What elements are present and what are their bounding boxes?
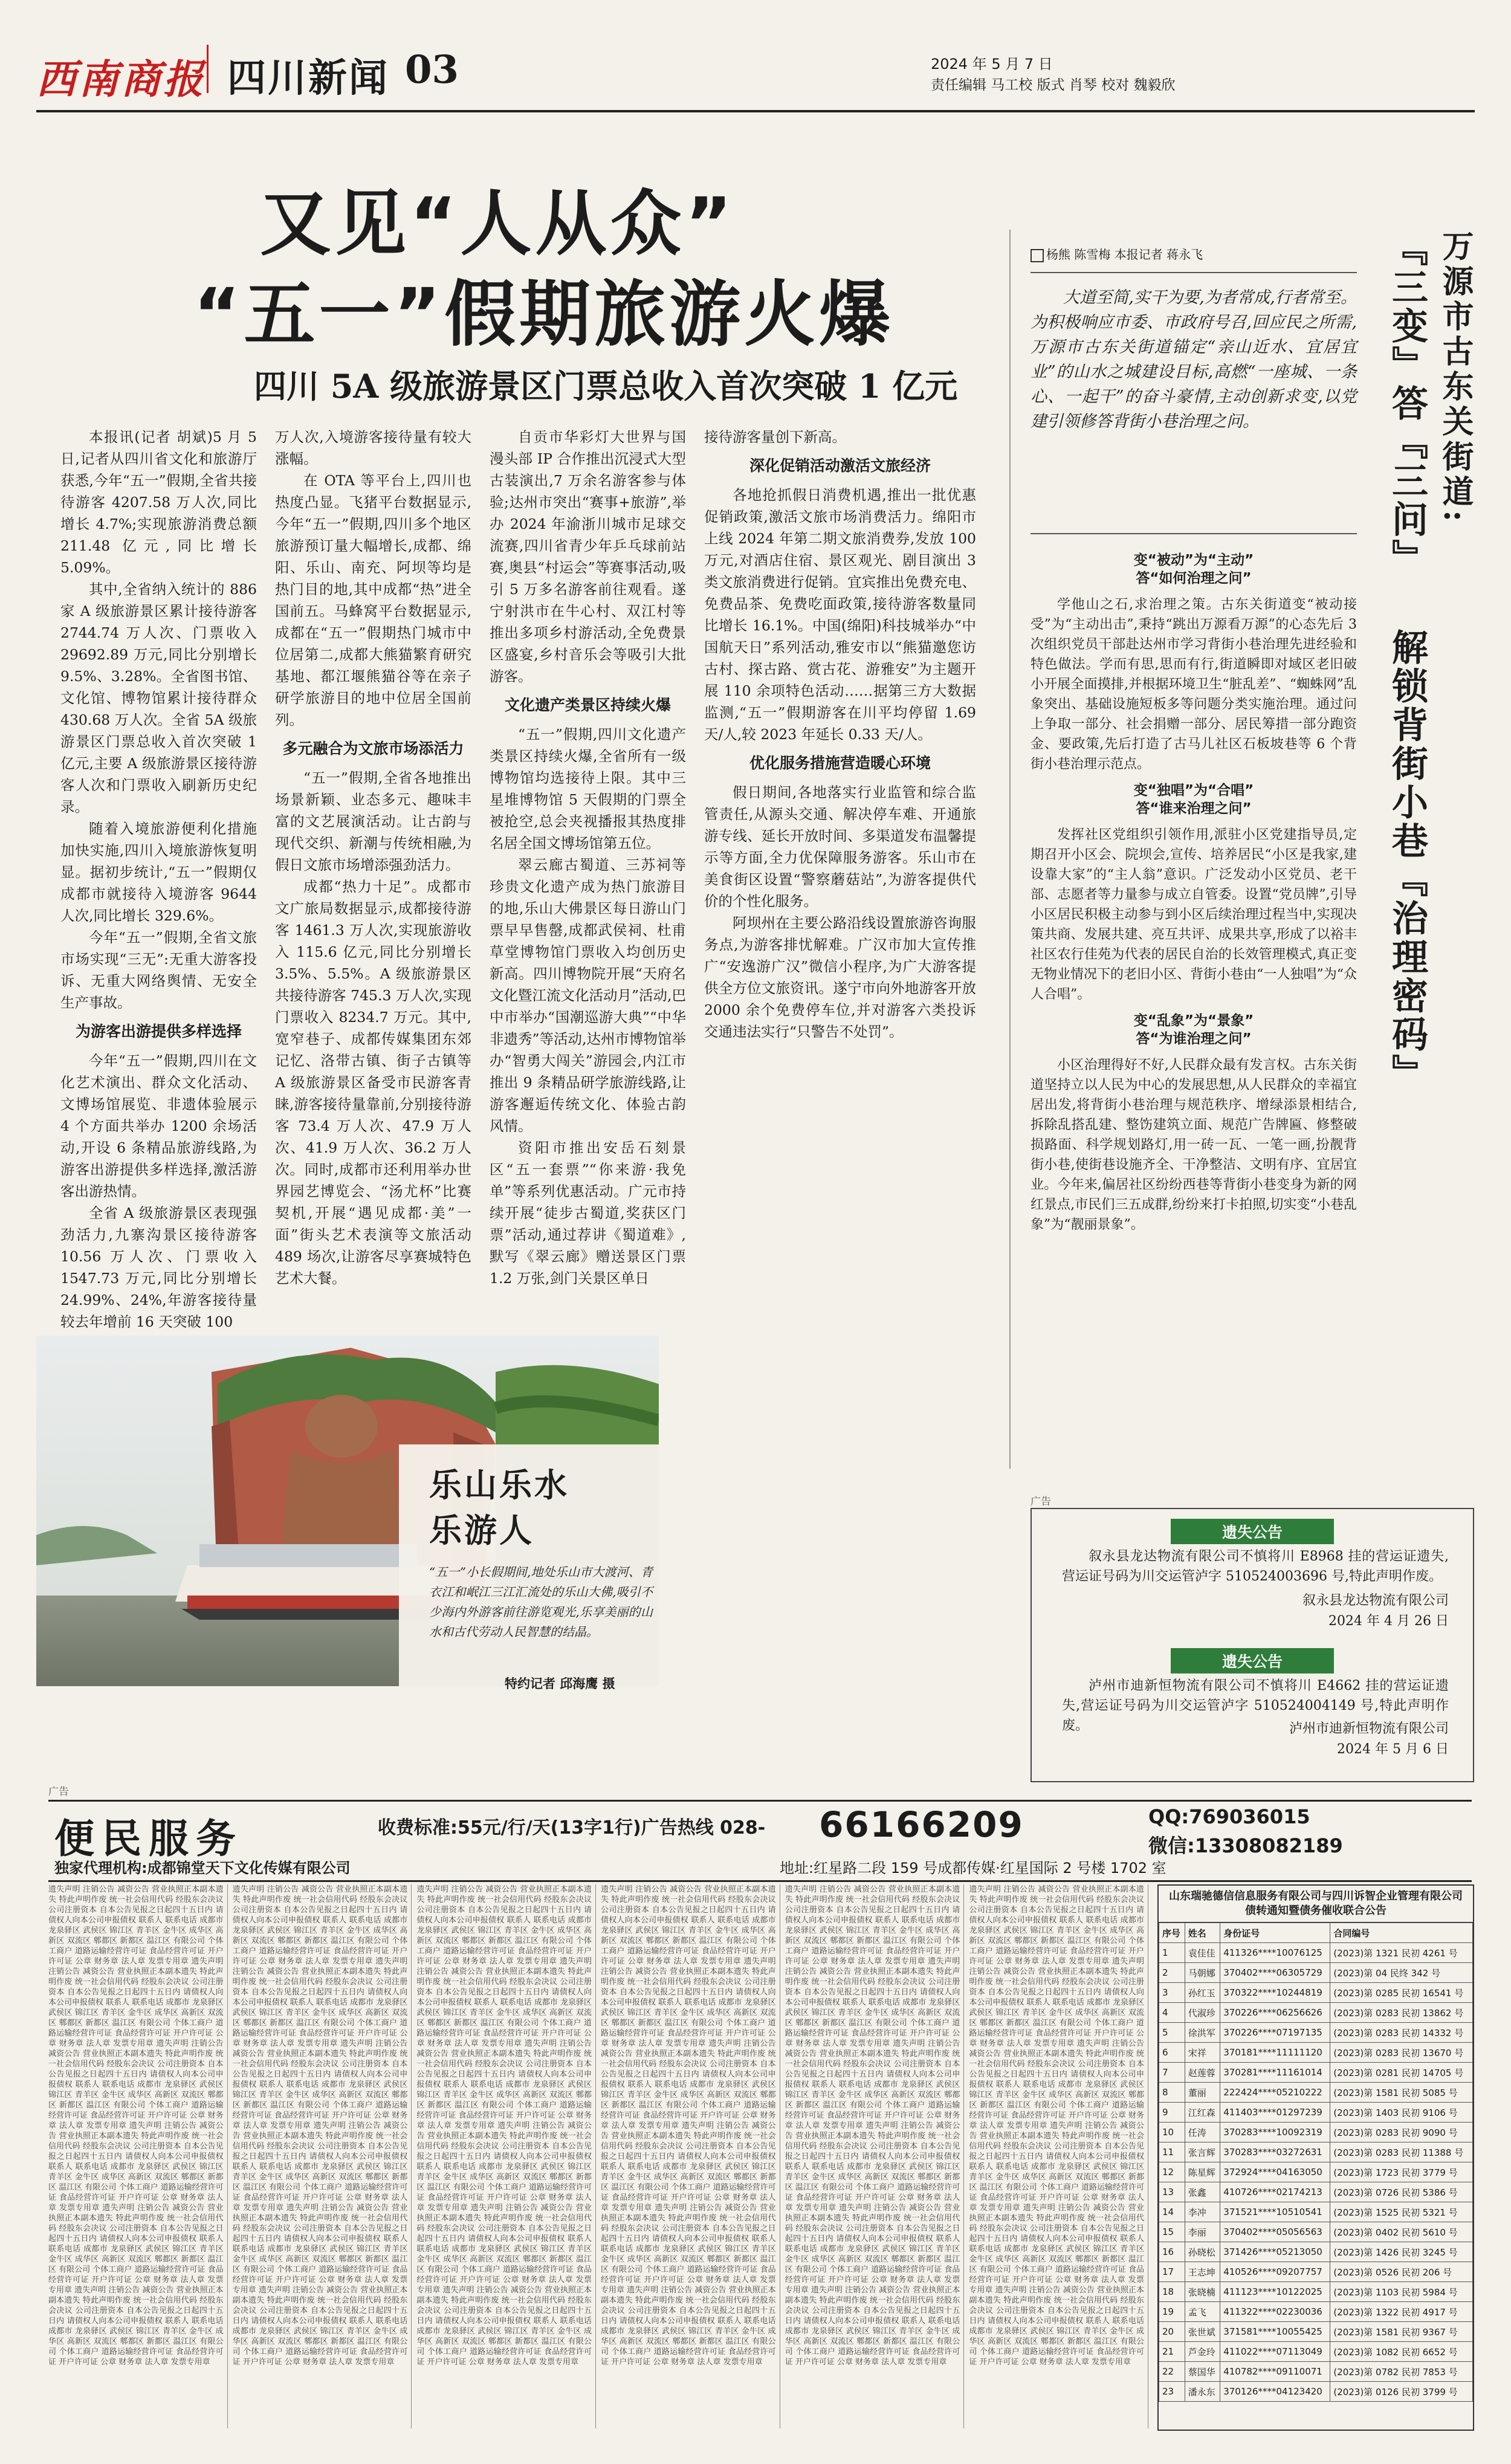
table-cell: 410526****09207757	[1220, 2262, 1330, 2282]
table-cell: 4	[1159, 2003, 1185, 2023]
table-cell: 411326****10076125	[1220, 1943, 1330, 1963]
classified-listings	[48, 1884, 1148, 2428]
table-row	[1159, 2182, 1473, 2202]
table-cell: 潘永东	[1185, 2382, 1220, 2402]
table-cell: 张鑫	[1185, 2182, 1220, 2202]
table-cell: 21	[1159, 2342, 1185, 2362]
table-cell: (2023)第 0726 民初 5386 号	[1330, 2182, 1473, 2202]
table-cell: (2023)第 0283 民初 9090 号	[1330, 2123, 1473, 2142]
table-cell: 13	[1159, 2182, 1185, 2202]
article-paragraph: 自贡市华彩灯大世界与国漫头部 IP 合作推出沉浸式大型古装演出,7 万余名游客参与体验;达州市突出“赛事+旅游”,举办 2024 年渝浙川城市足球交流赛,四川省青少年乒乓球前站赛,奥县“村运会”等赛事活动,吸引 5 万多名游客前往观看。遂宁射洪市在牛心村、双江村等推出多项乡村游活动,全免费景区盛宴,乡村音乐会等吸引大批游客。	[490, 428, 686, 685]
side-lead-box	[1031, 272, 1357, 534]
classified-column: 遗失声明 注销公告 减资公告 营业执照正本副本遗失 特此声明作废 统一社会信用代码 经股东会决议 公司注册资本 自本公告见报之日起四十五日内 请债权人向本公司申报债权 联系人 联系电话 成都市 龙泉驿区 武侯区 锦江区 青羊区 金牛区 成华区 高新区 双流区 郫都区 新都区 温江区 有限公司 个体工商户 道路运输经营许可证 食品经营许可证 开户许可证 公章 财务章 法人章 发票专用章 遗失声明 注销公告 减资公告 营业执照正本副本遗失 特此声明作废 统一社会信用代码 经股东会决议 公司注册资本 自本公告见报之日起四十五日内 请债权人向本公司申报债权 联系人 联系电话 成都市 龙泉驿区 武侯区 锦江区 青羊区 金牛区 成华区 高新区 双流区 郫都区 新都区 温江区 有限公司 个体工商户 道路运输经营许可证 食品经营许可证 开户许可证 公章 财务章 法人章 发票专用章 遗失声明 注销公告 减资公告 营业执照正本副本遗失 特此声明作废 统一社会信用代码 经股东会决议 公司注册资本 自本公告见报之日起四十五日内 请债权人向本公司申报债权 联系人 联系电话 成都市 龙泉驿区 武侯区 锦江区 青羊区 金牛区 成华区 高新区 双流区 郫都区 新都区 温江区 有限公司 个体工商户 道路运输经营许可证 食品经营许可证 开户许可证 公章 财务章 法人章 发票专用章 遗失声明 注销公告 减资公告 营业执照正本副本遗失 特此声明作废 统一社会信用代码 经股东会决议 公司注册资本 自本公告见报之日起四十五日内 请债权人向本公司申报债权 联系人 联系电话 成都市 龙泉驿区 武侯区 锦江区 青羊区 金牛区 成华区 高新区 双流区 郫都区 新都区 温江区 有限公司 个体工商户 道路运输经营许可证 食品经营许可证 开户许可证 公章 财务章 法人章 发票专用章 遗失声明 注销公告 减资公告 营业执照正本副本遗失 特此声明作废 统一社会信用代码 经股东会决议 公司注册资本 自本公告见报之日起四十五日内 请债权人向本公司申报债权 联系人 联系电话 成都市 龙泉驿区 武侯区 锦江区 青羊区 金牛区 成华区 高新区 双流区 郫都区 新都区 温江区 有限公司 个体工商户 道路运输经营许可证 食品经营许可证 开户许可证 公章 财务章 法人章 发票专用章 遗失声明 注销公告 减资公告 营业执照正本副本遗失 特此声明作废 统一社会信用代码 经股东会决议 公司注册资本 自本公告见报之日起四十五日内 请债权人向本公司申报债权 联系人 联系电话 成都市 龙泉驿区 武侯区 锦江区 青羊区 金牛区 成华区 高新区 双流区 郫都区 新都区 温江区 有限公司 个体工商户 道路运输经营许可证 食品经营许可证 开户许可证 公章 财务章 法人章 发票专用章	[785, 1884, 965, 2428]
classified-column: 遗失声明 注销公告 减资公告 营业执照正本副本遗失 特此声明作废 统一社会信用代码 经股东会决议 公司注册资本 自本公告见报之日起四十五日内 请债权人向本公司申报债权 联系人 联系电话 成都市 龙泉驿区 武侯区 锦江区 青羊区 金牛区 成华区 高新区 双流区 郫都区 新都区 温江区 有限公司 个体工商户 道路运输经营许可证 食品经营许可证 开户许可证 公章 财务章 法人章 发票专用章 遗失声明 注销公告 减资公告 营业执照正本副本遗失 特此声明作废 统一社会信用代码 经股东会决议 公司注册资本 自本公告见报之日起四十五日内 请债权人向本公司申报债权 联系人 联系电话 成都市 龙泉驿区 武侯区 锦江区 青羊区 金牛区 成华区 高新区 双流区 郫都区 新都区 温江区 有限公司 个体工商户 道路运输经营许可证 食品经营许可证 开户许可证 公章 财务章 法人章 发票专用章 遗失声明 注销公告 减资公告 营业执照正本副本遗失 特此声明作废 统一社会信用代码 经股东会决议 公司注册资本 自本公告见报之日起四十五日内 请债权人向本公司申报债权 联系人 联系电话 成都市 龙泉驿区 武侯区 锦江区 青羊区 金牛区 成华区 高新区 双流区 郫都区 新都区 温江区 有限公司 个体工商户 道路运输经营许可证 食品经营许可证 开户许可证 公章 财务章 法人章 发票专用章 遗失声明 注销公告 减资公告 营业执照正本副本遗失 特此声明作废 统一社会信用代码 经股东会决议 公司注册资本 自本公告见报之日起四十五日内 请债权人向本公司申报债权 联系人 联系电话 成都市 龙泉驿区 武侯区 锦江区 青羊区 金牛区 成华区 高新区 双流区 郫都区 新都区 温江区 有限公司 个体工商户 道路运输经营许可证 食品经营许可证 开户许可证 公章 财务章 法人章 发票专用章 遗失声明 注销公告 减资公告 营业执照正本副本遗失 特此声明作废 统一社会信用代码 经股东会决议 公司注册资本 自本公告见报之日起四十五日内 请债权人向本公司申报债权 联系人 联系电话 成都市 龙泉驿区 武侯区 锦江区 青羊区 金牛区 成华区 高新区 双流区 郫都区 新都区 温江区 有限公司 个体工商户 道路运输经营许可证 食品经营许可证 开户许可证 公章 财务章 法人章 发票专用章 遗失声明 注销公告 减资公告 营业执照正本副本遗失 特此声明作废 统一社会信用代码 经股东会决议 公司注册资本 自本公告见报之日起四十五日内 请债权人向本公司申报债权 联系人 联系电话 成都市 龙泉驿区 武侯区 锦江区 青羊区 金牛区 成华区 高新区 双流区 郫都区 新都区 温江区 有限公司 个体工商户 道路运输经营许可证 食品经营许可证 开户许可证 公章 财务章 法人章 发票专用章	[601, 1884, 780, 2428]
notice1-body: 叙永县龙达物流有限公司不慎将川 E8968 挂的营运证遗失,营运证号码为川交运管泸字 510524003696 号,特此声明作废。	[1062, 1549, 1449, 1584]
notice2-sign: 泸州市迪新恒物流有限公司	[1289, 1721, 1449, 1736]
table-cell: 赵莲蓉	[1185, 2063, 1220, 2083]
ad-label: 广告	[1031, 1496, 1051, 1508]
article-paragraph: 翠云廊古蜀道、三苏祠等珍贵文化遗产成为热门旅游目的地,乐山大佛景区每日游山门票早早售罄,成都武侯祠、杜甫草堂博物馆门票收入均创历史新高。四川博物院开展“天府名文化暨江流文化活动月”活动,巴中市举办“国潮巡游大典”“中华非遗秀”等活动,达州市博物馆举办“智勇大闯关”游园会,内江市推出 9 条精品研学旅游线路,让游客邂逅传统文化、体验古韵风情。	[490, 856, 686, 1134]
table-cell: 袁佳佳	[1185, 1943, 1220, 1963]
side-title-b: 『三变』答『三问』	[1386, 230, 1428, 578]
table-cell: 411322****02230036	[1220, 2302, 1330, 2322]
editor-credits: 责任编辑 马工校 版式 肖琴 校对 魏毅欣	[931, 77, 1176, 93]
table-cell: 16	[1159, 2242, 1185, 2262]
table-cell: (2023)第 1525 民初 5321 号	[1330, 2202, 1473, 2222]
table-cell: (2023)第 0526 民初 206 号	[1330, 2262, 1473, 2282]
table-cell: 222424****05210222	[1220, 2083, 1330, 2103]
table-row	[1159, 2202, 1473, 2222]
article-paragraph: “五一”假期,四川文化遗产类景区持续火爆,全省所有一级博物馆均选接待上限。其中三星堆博物馆 5 天假期的门票全被抢空,总会夹视播报其热度排名居全国文博场馆第五位。	[490, 726, 686, 852]
classified-agent: 独家代理机构:成都锦堂天下文化传媒有限公司	[54, 1860, 351, 1877]
article-paragraph: 其中,全省纳入统计的 886 家 A 级旅游景区累计接待游客 2744.74 万人次、门票收入 29692.89 万元,同比分别增长 9.5%、3.28%。全省图书馆、文化馆、博物馆累计接待群众 430.68 万人次。全省 5A 级旅游景区门票总收入首次突破 1 亿元,主要 A 级旅游景区接待游客人次和门票收入刷新历史纪录。	[60, 581, 257, 815]
debt-table	[1159, 1922, 1473, 2402]
table-cell: (2023)第 0283 民初 14332 号	[1330, 2023, 1473, 2043]
table-row	[1159, 2342, 1473, 2362]
table-row	[1159, 2322, 1473, 2342]
table-cell: 3	[1159, 1983, 1185, 2003]
table-cell: 371581****10055425	[1220, 2322, 1330, 2342]
table-cell: 370126****04123420	[1220, 2382, 1330, 2402]
article-column-3	[490, 426, 686, 1287]
table-cell: 370181****11111120	[1220, 2043, 1330, 2063]
subhead-service: 优化服务措施营造暖心环境	[749, 754, 931, 772]
article-column-2	[275, 426, 471, 1287]
notice2-title: 遗失公告	[1171, 1648, 1334, 1673]
table-cell: 370283****10092319	[1220, 2123, 1330, 2142]
side-body	[1031, 544, 1357, 1469]
classified-column: 遗失声明 注销公告 减资公告 营业执照正本副本遗失 特此声明作废 统一社会信用代码 经股东会决议 公司注册资本 自本公告见报之日起四十五日内 请债权人向本公司申报债权 联系人 联系电话 成都市 龙泉驿区 武侯区 锦江区 青羊区 金牛区 成华区 高新区 双流区 郫都区 新都区 温江区 有限公司 个体工商户 道路运输经营许可证 食品经营许可证 开户许可证 公章 财务章 法人章 发票专用章 遗失声明 注销公告 减资公告 营业执照正本副本遗失 特此声明作废 统一社会信用代码 经股东会决议 公司注册资本 自本公告见报之日起四十五日内 请债权人向本公司申报债权 联系人 联系电话 成都市 龙泉驿区 武侯区 锦江区 青羊区 金牛区 成华区 高新区 双流区 郫都区 新都区 温江区 有限公司 个体工商户 道路运输经营许可证 食品经营许可证 开户许可证 公章 财务章 法人章 发票专用章 遗失声明 注销公告 减资公告 营业执照正本副本遗失 特此声明作废 统一社会信用代码 经股东会决议 公司注册资本 自本公告见报之日起四十五日内 请债权人向本公司申报债权 联系人 联系电话 成都市 龙泉驿区 武侯区 锦江区 青羊区 金牛区 成华区 高新区 双流区 郫都区 新都区 温江区 有限公司 个体工商户 道路运输经营许可证 食品经营许可证 开户许可证 公章 财务章 法人章 发票专用章 遗失声明 注销公告 减资公告 营业执照正本副本遗失 特此声明作废 统一社会信用代码 经股东会决议 公司注册资本 自本公告见报之日起四十五日内 请债权人向本公司申报债权 联系人 联系电话 成都市 龙泉驿区 武侯区 锦江区 青羊区 金牛区 成华区 高新区 双流区 郫都区 新都区 温江区 有限公司 个体工商户 道路运输经营许可证 食品经营许可证 开户许可证 公章 财务章 法人章 发票专用章 遗失声明 注销公告 减资公告 营业执照正本副本遗失 特此声明作废 统一社会信用代码 经股东会决议 公司注册资本 自本公告见报之日起四十五日内 请债权人向本公司申报债权 联系人 联系电话 成都市 龙泉驿区 武侯区 锦江区 青羊区 金牛区 成华区 高新区 双流区 郫都区 新都区 温江区 有限公司 个体工商户 道路运输经营许可证 食品经营许可证 开户许可证 公章 财务章 法人章 发票专用章 遗失声明 注销公告 减资公告 营业执照正本副本遗失 特此声明作废 统一社会信用代码 经股东会决议 公司注册资本 自本公告见报之日起四十五日内 请债权人向本公司申报债权 联系人 联系电话 成都市 龙泉驿区 武侯区 锦江区 青羊区 金牛区 成华区 高新区 双流区 郫都区 新都区 温江区 有限公司 个体工商户 道路运输经营许可证 食品经营许可证 开户许可证 公章 财务章 法人章 发票专用章	[233, 1884, 412, 2428]
table-cell: 芦金玲	[1185, 2342, 1220, 2362]
masthead	[36, 36, 1475, 103]
table-cell: 张言辉	[1185, 2142, 1220, 2162]
article-paragraph: 阿坝州在主要公路沿线设置旅游咨询服务点,为游客排忧解难。广汉市加大宣传推广“安逸游广汉”微信小程序,为广大游客提供全方位文旅资讯。遂宁市向外地游客开放 2000 余个免费停车位,并对游客六类投诉交通违法实行“只警告不处罚”。	[704, 914, 976, 1040]
table-cell: 20	[1159, 2322, 1185, 2342]
side-byline-text: 杨熊 陈雪梅 本报记者 蒋永飞	[1046, 247, 1203, 262]
table-cell: (2023)第 0283 民初 11388 号	[1330, 2142, 1473, 2162]
table-row	[1159, 2083, 1473, 2103]
table-cell: 张晓楠	[1185, 2282, 1220, 2302]
notice1-title: 遗失公告	[1171, 1519, 1334, 1544]
table-cell: 18	[1159, 2282, 1185, 2302]
article-column-1	[60, 426, 257, 1330]
page-date: 2024 年 5 月 7 日	[931, 56, 1053, 73]
table-row	[1159, 2043, 1473, 2063]
table-cell: 马朝娜	[1185, 1963, 1220, 1983]
notice2-body: 泸州市迪新恒物流有限公司不慎将川 E4662 挂的营运证遗失,营运证号码为川交运管泸字 510524004149 号,特此声明作废。	[1062, 1678, 1449, 1733]
table-cell: (2023)第 0782 民初 7853 号	[1330, 2362, 1473, 2382]
section-title: 四川新闻	[227, 56, 389, 101]
table-row	[1159, 2362, 1473, 2382]
byline-square-icon	[1031, 249, 1044, 262]
table-cell: (2023)第 0283 民初 13862 号	[1330, 2003, 1473, 2023]
table-cell: 370283****03272631	[1220, 2142, 1330, 2162]
article-paragraph: 接待游客量创下新高。	[704, 428, 846, 445]
photo-caption: “五一”小长假期间,地处乐山市大渡河、青衣江和岷江三江汇流处的乐山大佛,吸引不少海内外游客前往游览观光,乐享美丽的山水和古代劳动人民智慧的结晶。	[429, 1565, 653, 1639]
table-row	[1159, 2003, 1473, 2023]
table-row	[1159, 1943, 1473, 1963]
article-paragraph: 在 OTA 等平台上,四川也热度凸显。飞猪平台数据显示,今年“五一”假期,四川多个地区旅游预订量大幅增长,成都、绵阳、乐山、南充、阿坝等均是热门目的地,其中成都“热”进全国前五。马蜂窝平台数据显示,成都在“五一”假期热门城市中位居第二,成都大熊猫繁育研究基地、都江堰熊猫谷等在亲子研学旅游目的地中位居全国前列。	[275, 472, 471, 728]
table-cell: 14	[1159, 2202, 1185, 2222]
page-number: 03	[405, 47, 459, 92]
table-cell: 江红森	[1185, 2103, 1220, 2123]
table-cell: (2023)第 1082 民初 6652 号	[1330, 2342, 1473, 2362]
table-cell: 孟飞	[1185, 2302, 1220, 2322]
table-cell: 23	[1159, 2382, 1185, 2402]
table-row	[1159, 1983, 1473, 2003]
article-paragraph: “五一”假期,全省各地推出场景新颖、业态多元、趣味丰富的文艺展演活动。让古韵与现代交织、新潮与传统相融,为假日文旅市场增添强劲活力。	[275, 769, 471, 873]
table-row	[1159, 2382, 1473, 2402]
table-cell: 任涛	[1185, 2123, 1220, 2142]
side-divider	[1009, 230, 1011, 1469]
classified-column: 遗失声明 注销公告 减资公告 营业执照正本副本遗失 特此声明作废 统一社会信用代码 经股东会决议 公司注册资本 自本公告见报之日起四十五日内 请债权人向本公司申报债权 联系人 联系电话 成都市 龙泉驿区 武侯区 锦江区 青羊区 金牛区 成华区 高新区 双流区 郫都区 新都区 温江区 有限公司 个体工商户 道路运输经营许可证 食品经营许可证 开户许可证 公章 财务章 法人章 发票专用章 遗失声明 注销公告 减资公告 营业执照正本副本遗失 特此声明作废 统一社会信用代码 经股东会决议 公司注册资本 自本公告见报之日起四十五日内 请债权人向本公司申报债权 联系人 联系电话 成都市 龙泉驿区 武侯区 锦江区 青羊区 金牛区 成华区 高新区 双流区 郫都区 新都区 温江区 有限公司 个体工商户 道路运输经营许可证 食品经营许可证 开户许可证 公章 财务章 法人章 发票专用章 遗失声明 注销公告 减资公告 营业执照正本副本遗失 特此声明作废 统一社会信用代码 经股东会决议 公司注册资本 自本公告见报之日起四十五日内 请债权人向本公司申报债权 联系人 联系电话 成都市 龙泉驿区 武侯区 锦江区 青羊区 金牛区 成华区 高新区 双流区 郫都区 新都区 温江区 有限公司 个体工商户 道路运输经营许可证 食品经营许可证 开户许可证 公章 财务章 法人章 发票专用章 遗失声明 注销公告 减资公告 营业执照正本副本遗失 特此声明作废 统一社会信用代码 经股东会决议 公司注册资本 自本公告见报之日起四十五日内 请债权人向本公司申报债权 联系人 联系电话 成都市 龙泉驿区 武侯区 锦江区 青羊区 金牛区 成华区 高新区 双流区 郫都区 新都区 温江区 有限公司 个体工商户 道路运输经营许可证 食品经营许可证 开户许可证 公章 财务章 法人章 发票专用章 遗失声明 注销公告 减资公告 营业执照正本副本遗失 特此声明作废 统一社会信用代码 经股东会决议 公司注册资本 自本公告见报之日起四十五日内 请债权人向本公司申报债权 联系人 联系电话 成都市 龙泉驿区 武侯区 锦江区 青羊区 金牛区 成华区 高新区 双流区 郫都区 新都区 温江区 有限公司 个体工商户 道路运输经营许可证 食品经营许可证 开户许可证 公章 财务章 法人章 发票专用章 遗失声明 注销公告 减资公告 营业执照正本副本遗失 特此声明作废 统一社会信用代码 经股东会决议 公司注册资本 自本公告见报之日起四十五日内 请债权人向本公司申报债权 联系人 联系电话 成都市 龙泉驿区 武侯区 锦江区 青羊区 金牛区 成华区 高新区 双流区 郫都区 新都区 温江区 有限公司 个体工商户 道路运输经营许可证 食品经营许可证 开户许可证 公章 财务章 法人章 发票专用章	[48, 1884, 228, 2428]
article-column-4	[704, 426, 976, 1242]
table-cell: 411403****01297239	[1220, 2103, 1330, 2123]
table-row	[1159, 2023, 1473, 2043]
headline-line2: “五一”假期旅游火爆	[193, 273, 895, 356]
table-cell: 李丽	[1185, 2222, 1220, 2242]
table-cell: 15	[1159, 2222, 1185, 2242]
table-cell: 19	[1159, 2302, 1185, 2322]
table-cell: (2023)第 04 民终 342 号	[1330, 1963, 1473, 1983]
table-cell: 李冲	[1185, 2202, 1220, 2222]
side-title-c: 解锁背街小巷『治理密码』	[1386, 629, 1428, 1093]
table-row	[1159, 2162, 1473, 2182]
debt-table-body	[1159, 1943, 1473, 2402]
table-cell: 410782****09110071	[1220, 2362, 1330, 2382]
subhead-integration: 多元融合为文旅市场添活力	[282, 740, 464, 757]
table-cell: (2023)第 1581 民初 5085 号	[1330, 2083, 1473, 2103]
table-cell: 410726****02174213	[1220, 2182, 1330, 2202]
table-row	[1159, 2103, 1473, 2123]
table-row	[1159, 2302, 1473, 2322]
headline-line1: 又见“人从众”	[260, 182, 736, 265]
classified-column: 遗失声明 注销公告 减资公告 营业执照正本副本遗失 特此声明作废 统一社会信用代码 经股东会决议 公司注册资本 自本公告见报之日起四十五日内 请债权人向本公司申报债权 联系人 联系电话 成都市 龙泉驿区 武侯区 锦江区 青羊区 金牛区 成华区 高新区 双流区 郫都区 新都区 温江区 有限公司 个体工商户 道路运输经营许可证 食品经营许可证 开户许可证 公章 财务章 法人章 发票专用章 遗失声明 注销公告 减资公告 营业执照正本副本遗失 特此声明作废 统一社会信用代码 经股东会决议 公司注册资本 自本公告见报之日起四十五日内 请债权人向本公司申报债权 联系人 联系电话 成都市 龙泉驿区 武侯区 锦江区 青羊区 金牛区 成华区 高新区 双流区 郫都区 新都区 温江区 有限公司 个体工商户 道路运输经营许可证 食品经营许可证 开户许可证 公章 财务章 法人章 发票专用章 遗失声明 注销公告 减资公告 营业执照正本副本遗失 特此声明作废 统一社会信用代码 经股东会决议 公司注册资本 自本公告见报之日起四十五日内 请债权人向本公司申报债权 联系人 联系电话 成都市 龙泉驿区 武侯区 锦江区 青羊区 金牛区 成华区 高新区 双流区 郫都区 新都区 温江区 有限公司 个体工商户 道路运输经营许可证 食品经营许可证 开户许可证 公章 财务章 法人章 发票专用章 遗失声明 注销公告 减资公告 营业执照正本副本遗失 特此声明作废 统一社会信用代码 经股东会决议 公司注册资本 自本公告见报之日起四十五日内 请债权人向本公司申报债权 联系人 联系电话 成都市 龙泉驿区 武侯区 锦江区 青羊区 金牛区 成华区 高新区 双流区 郫都区 新都区 温江区 有限公司 个体工商户 道路运输经营许可证 食品经营许可证 开户许可证 公章 财务章 法人章 发票专用章 遗失声明 注销公告 减资公告 营业执照正本副本遗失 特此声明作废 统一社会信用代码 经股东会决议 公司注册资本 自本公告见报之日起四十五日内 请债权人向本公司申报债权 联系人 联系电话 成都市 龙泉驿区 武侯区 锦江区 青羊区 金牛区 成华区 高新区 双流区 郫都区 新都区 温江区 有限公司 个体工商户 道路运输经营许可证 食品经营许可证 开户许可证 公章 财务章 法人章 发票专用章 遗失声明 注销公告 减资公告 营业执照正本副本遗失 特此声明作废 统一社会信用代码 经股东会决议 公司注册资本 自本公告见报之日起四十五日内 请债权人向本公司申报债权 联系人 联系电话 成都市 龙泉驿区 武侯区 锦江区 青羊区 金牛区 成华区 高新区 双流区 郫都区 新都区 温江区 有限公司 个体工商户 道路运输经营许可证 食品经营许可证 开户许可证 公章 财务章 法人章 发票专用章	[969, 1884, 1148, 2428]
side-paragraph: 学他山之石,求治理之策。古东关街道变“被动接受”为“主动出击”,秉持“跳出万源看万源”的心态先后 3 次组织党员干部赴达州市学习背街小巷治理先进经验和特色做法。学而有思,思而有行,街道瞬即对域区老旧破小开展全面摸排,并根据环境卫生“脏乱差”、“蜘蛛网”乱象突出、基础设施短板多等问题分类实施治理。通过问上争取一部分、社会捐赠一部分、居民筹措一部分跑资金、要政策,先后打造了古马儿社区石板坡巷等 6 个背街小巷治理示范点。	[1031, 597, 1357, 772]
classified-column: 遗失声明 注销公告 减资公告 营业执照正本副本遗失 特此声明作废 统一社会信用代码 经股东会决议 公司注册资本 自本公告见报之日起四十五日内 请债权人向本公司申报债权 联系人 联系电话 成都市 龙泉驿区 武侯区 锦江区 青羊区 金牛区 成华区 高新区 双流区 郫都区 新都区 温江区 有限公司 个体工商户 道路运输经营许可证 食品经营许可证 开户许可证 公章 财务章 法人章 发票专用章 遗失声明 注销公告 减资公告 营业执照正本副本遗失 特此声明作废 统一社会信用代码 经股东会决议 公司注册资本 自本公告见报之日起四十五日内 请债权人向本公司申报债权 联系人 联系电话 成都市 龙泉驿区 武侯区 锦江区 青羊区 金牛区 成华区 高新区 双流区 郫都区 新都区 温江区 有限公司 个体工商户 道路运输经营许可证 食品经营许可证 开户许可证 公章 财务章 法人章 发票专用章 遗失声明 注销公告 减资公告 营业执照正本副本遗失 特此声明作废 统一社会信用代码 经股东会决议 公司注册资本 自本公告见报之日起四十五日内 请债权人向本公司申报债权 联系人 联系电话 成都市 龙泉驿区 武侯区 锦江区 青羊区 金牛区 成华区 高新区 双流区 郫都区 新都区 温江区 有限公司 个体工商户 道路运输经营许可证 食品经营许可证 开户许可证 公章 财务章 法人章 发票专用章 遗失声明 注销公告 减资公告 营业执照正本副本遗失 特此声明作废 统一社会信用代码 经股东会决议 公司注册资本 自本公告见报之日起四十五日内 请债权人向本公司申报债权 联系人 联系电话 成都市 龙泉驿区 武侯区 锦江区 青羊区 金牛区 成华区 高新区 双流区 郫都区 新都区 温江区 有限公司 个体工商户 道路运输经营许可证 食品经营许可证 开户许可证 公章 财务章 法人章 发票专用章 遗失声明 注销公告 减资公告 营业执照正本副本遗失 特此声明作废 统一社会信用代码 经股东会决议 公司注册资本 自本公告见报之日起四十五日内 请债权人向本公司申报债权 联系人 联系电话 成都市 龙泉驿区 武侯区 锦江区 青羊区 金牛区 成华区 高新区 双流区 郫都区 新都区 温江区 有限公司 个体工商户 道路运输经营许可证 食品经营许可证 开户许可证 公章 财务章 法人章 发票专用章 遗失声明 注销公告 减资公告 营业执照正本副本遗失 特此声明作废 统一社会信用代码 经股东会决议 公司注册资本 自本公告见报之日起四十五日内 请债权人向本公司申报债权 联系人 联系电话 成都市 龙泉驿区 武侯区 锦江区 青羊区 金牛区 成华区 高新区 双流区 郫都区 新都区 温江区 有限公司 个体工商户 道路运输经营许可证 食品经营许可证 开户许可证 公章 财务章 法人章 发票专用章	[416, 1884, 596, 2428]
notice2-date: 2024 年 5 月 6 日	[1337, 1742, 1449, 1757]
table-cell: (2023)第 1103 民初 5984 号	[1330, 2282, 1473, 2302]
side-paragraph: 发挥社区党组织引领作用,派驻小区党建指导员,定期召开小区会、院坝会,宣传、培养居民“小区是我家,建设靠大家”的“主人翁”意识。广泛发动小区党员、老干部、志愿者等力量参与成立自管委。设置“党员牌”,引导小区居民积极主动参与到小区后续治理过程当中,实现决策共商、发展共建、亮互共评、成果共享,形成了以裕丰社区农行佳苑为代表的居民自治的长效管理模式,真正变无物业情况下的老旧小区、背街小巷由“一人独唱”为“众人合唱”。	[1031, 827, 1357, 1002]
table-header: 身份证号	[1220, 1923, 1330, 1943]
photo-credit: 特约记者 邱海鹰 摄	[505, 1676, 615, 1691]
table-cell: 2	[1159, 1963, 1185, 1983]
table-cell: 370226****07197135	[1220, 2023, 1330, 2043]
table-header: 合同编号	[1330, 1923, 1473, 1943]
subhead-visitor-choices: 为游客出游提供多样选择	[75, 1023, 242, 1040]
article-paragraph: 各地抢抓假日消费机遇,推出一批优惠促销政策,激活文旅市场消费活力。绵阳市上线 2024 年第二期文旅消费券,发放 100 万元,对酒店住宿、景区观光、剧目演出 3 类文旅消费进行促销。宜宾推出免费充电、免费品茶、免费吃面政策,接待游客数量同比增长 16.1%。中国(绵阳)科技城举办“中国航天日”系列活动,雅安市以“熊猫邀您访古村、探古路、赏古花、游雅安”为主题开展 110 余项特色活动……据第三方大数据监测,“五一”假期游客在川平均停留 1.69 天/人,较 2023 年延长 0.33 天/人。	[704, 487, 976, 743]
classified-phone: 66166209	[819, 1804, 1024, 1845]
table-cell: 370226****06256626	[1220, 2003, 1330, 2023]
article-paragraph: 假日期间,各地落实行业监管和综合监管责任,从源头交通、解决停车难、开通旅游专线、延长开放时间、多渠道发布温馨提示等方面,全力优保障服务游客。乐山市在美食街区设置“警察蘑菇站”,为游客提供代价的个性化服务。	[704, 784, 976, 910]
table-cell: (2023)第 0281 民初 14705 号	[1330, 2063, 1473, 2083]
table-cell: 371426****05213050	[1220, 2242, 1330, 2262]
table-cell: 宋祥	[1185, 2043, 1220, 2063]
table-cell: (2023)第 1321 民初 4261 号	[1330, 1943, 1473, 1963]
classified-qq: QQ:769036015	[1148, 1805, 1310, 1828]
table-cell: 22	[1159, 2362, 1185, 2382]
classified-brand: 便民服务	[54, 1816, 243, 1862]
table-cell: (2023)第 0126 民初 3799 号	[1330, 2382, 1473, 2402]
subhead-heritage: 文化遗产类景区持续火爆	[504, 696, 671, 714]
table-cell: (2023)第 1581 民初 9367 号	[1330, 2322, 1473, 2342]
table-header: 姓名	[1185, 1923, 1220, 1943]
side-paragraph: 小区治理得好不好,人民群众最有发言权。古东关街道坚持立以人民为中心的发展思想,从人民群众的幸福宜居出发,将背街小巷治理与规范秩序、增绿添景相结合,拆除乱搭乱建、整饬建筑立面、规范广告牌匾、修整破损路面、科学规划路灯,用一砖一瓦、一笔一画,扮靓背街小巷,使街巷设施齐全、干净整洁、文明有序、宜居宜业。今年来,偏居社区纷纷西巷等背街小巷变身为新的网红景点,市民们三五成群,纷纷来打卡拍照,切实变“小巷乱象”为“靓丽景象”。	[1031, 1058, 1357, 1232]
headline-block	[36, 166, 1003, 420]
table-cell: (2023)第 0283 民初 13670 号	[1330, 2043, 1473, 2063]
table-row	[1159, 2222, 1473, 2242]
table-cell: (2023)第 1322 民初 4917 号	[1330, 2302, 1473, 2322]
table-cell: (2023)第 1723 民初 3779 号	[1330, 2162, 1473, 2182]
classified-wechat: 微信:13308082189	[1148, 1834, 1343, 1857]
table-header: 序号	[1159, 1923, 1185, 1943]
table-row	[1159, 2242, 1473, 2262]
table-row	[1159, 2282, 1473, 2302]
table-cell: 6	[1159, 2043, 1185, 2063]
table-cell: 5	[1159, 2023, 1185, 2043]
article-paragraph: 今年“五一”假期,四川在文化艺术演出、群众文化活动、文博场馆展览、非遗体验展示 4 个方面共举办 1200 余场活动,开设 6 条精品旅游线路,为游客出游提供多样选择,激活游客出游热情。	[60, 1052, 257, 1200]
table-row	[1159, 2063, 1473, 2083]
subhead-promotion: 深化促销活动激活文旅经济	[749, 457, 931, 474]
lost-notices-panel	[1031, 1508, 1474, 1782]
table-cell: 9	[1159, 2103, 1185, 2123]
article-paragraph: 资阳市推出安岳石刻景区“五一套票”“你来游·我免单”等系列优惠活动。广元市持续开展“徒步古蜀道,奖获区门票”活动,通过荐讲《蜀道难》,默写《翠云廊》赠送景区门票 1.2 万张,剑门关景区单日	[490, 1139, 686, 1287]
article-paragraph: 成都“热力十足”。成都市文广旅局数据显示,成都接待游客 1461.3 万人次,实现旅游收入 115.6 亿元,同比分别增长 3.5%、5.5%。A 级旅游景区共接待游客 745.3 万人次,实现门票收入 8234.7 万元。其中,宽窄巷子、成都传媒集团东郊记忆、洛带古镇、街子古镇等 A 级旅游景区备受市民游客青睐,游客接待量靠前,分别接待游客 73.4 万人次、47.9 万人次、41.9 万人次、36.2 万人次。同时,成都市还利用举办世界园艺博览会、“汤尤杯”比赛契机,开展“遇见成都·美”一面”街头艺术表演等文旅活动 489 场次,让游客尽享赛城特色艺术大餐。	[275, 878, 471, 1287]
table-cell: 411123****10122025	[1220, 2282, 1330, 2302]
table-cell: 411022****07113049	[1220, 2342, 1330, 2362]
table-cell: 代淑珍	[1185, 2003, 1220, 2023]
classifieds-banner	[48, 1800, 1472, 1882]
table-cell: (2023)第 1426 民初 3245 号	[1330, 2242, 1473, 2262]
table-cell: 370281****11161014	[1220, 2063, 1330, 2083]
table-cell: (2023)第 1403 民初 9106 号	[1330, 2103, 1473, 2123]
photo-title-line2: 乐游人	[429, 1511, 534, 1550]
table-row	[1159, 1963, 1473, 1983]
table-cell: 1	[1159, 1943, 1185, 1963]
table-cell: 孙晓松	[1185, 2242, 1220, 2262]
table-cell: 372924****04163050	[1220, 2162, 1330, 2182]
table-cell: 370402****06305729	[1220, 1963, 1330, 1983]
table-cell: 董丽	[1185, 2083, 1220, 2103]
side-lead: 大道至简,实干为要,为者常成,行者常至。为积极响应市委、市政府号召,回应民之所需,万源市古东关街道锚定“亲山近水、宜居宜业”的山水之城建设目标,高燃“一座城、一条心、一起干”的奋斗豪情,主动创新求变,以党建引领修答背街小巷治理之问。	[1031, 288, 1357, 431]
table-cell: 蔡国华	[1185, 2362, 1220, 2382]
table-cell: 徐洪军	[1185, 2023, 1220, 2043]
article-paragraph: 今年“五一”假期,全省文旅市场实现“三无”:无重大游客投诉、无重大网络舆情、无安全生产事故。	[60, 929, 257, 1011]
article-paragraph: 全省 A 级旅游景区表现强劲活力,九寨沟景区接待游客 10.56 万人次、门票收入 1547.73 万元,同比分别增长 24.99%、24%,年游客接待量较去年增前 16 天突破 100	[60, 1205, 257, 1330]
classified-price: 收费标准:55元/行/天(13字1行)广告热线 028-	[378, 1817, 766, 1838]
notice1-sign: 叙永县龙达物流有限公司	[1302, 1593, 1449, 1608]
side-subhead-3: 变“乱象”为“景象” 答“为谁治理之问”	[1133, 1013, 1254, 1047]
table-cell: 371521****10510541	[1220, 2202, 1330, 2222]
table-cell: 陈星辉	[1185, 2162, 1220, 2182]
table-cell: 17	[1159, 2262, 1185, 2282]
article-paragraph: 随着入境旅游便利化措施加快实施,四川入境旅游恢复明显。据初步统计,“五一”假期仅成都市就接待入境游客 9644 人次,同比增长 329.6%。	[60, 820, 257, 924]
classified-address: 地址:红星路二段 159 号成都传媒·红星国际 2 号楼 1702 室	[780, 1860, 1166, 1877]
logo-divider	[207, 45, 209, 93]
table-row	[1159, 2142, 1473, 2162]
debt-notice-panel	[1157, 1884, 1474, 2431]
side-subhead-1: 变“被动”为“主动” 答“如何治理之问”	[1133, 552, 1254, 586]
table-row	[1159, 2262, 1473, 2282]
table-cell: 张世斌	[1185, 2322, 1220, 2342]
table-cell: 孙红玉	[1185, 1983, 1220, 2003]
debt-notice-title: 山东瑞驰德信信息服务有限公司与四川诉智企业管理有限公司 债转通知暨债务催收联合公告	[1159, 1886, 1473, 1922]
side-byline	[1031, 245, 1203, 262]
table-cell: (2023)第 0285 民初 16541 号	[1330, 1983, 1473, 2003]
article-paragraph: 万人次,入境游客接待量有较大涨幅。	[275, 428, 471, 467]
headline-deck: 四川 5A 级旅游景区门票总收入首次突破 1 亿元	[254, 367, 958, 406]
table-cell: 7	[1159, 2063, 1185, 2083]
table-cell: 12	[1159, 2162, 1185, 2182]
photo-title-line1: 乐山乐水	[429, 1466, 569, 1504]
table-cell: 10	[1159, 2123, 1185, 2142]
newspaper-logo: 西南商报	[36, 56, 205, 103]
table-cell: 王志坤	[1185, 2262, 1220, 2282]
side-title-a: 万源市古东关街道:	[1437, 230, 1474, 526]
article-lead: 本报讯(记者 胡斌)5 月 5 日,记者从四川省文化和旅游厅获悉,今年“五一”假期,全省共接待游客 4207.58 万人次,同比增长 4.7%;实现旅游消费总额 211.48 亿元,同比增长 5.09%。	[60, 428, 257, 576]
masthead-rule	[36, 110, 1475, 112]
table-cell: 370402****05056563	[1220, 2222, 1330, 2242]
classified-ad-label: 广告	[48, 1786, 69, 1798]
side-subhead-2: 变“独唱”为“合唱” 答“谁来治理之问”	[1133, 783, 1254, 816]
table-cell: 11	[1159, 2142, 1185, 2162]
notice1-date: 2024 年 4 月 26 日	[1328, 1614, 1449, 1629]
table-cell: (2023)第 0402 民初 5610 号	[1330, 2222, 1473, 2242]
table-cell: 8	[1159, 2083, 1185, 2103]
table-cell: 370322****10244819	[1220, 1983, 1330, 2003]
table-row	[1159, 2123, 1473, 2142]
